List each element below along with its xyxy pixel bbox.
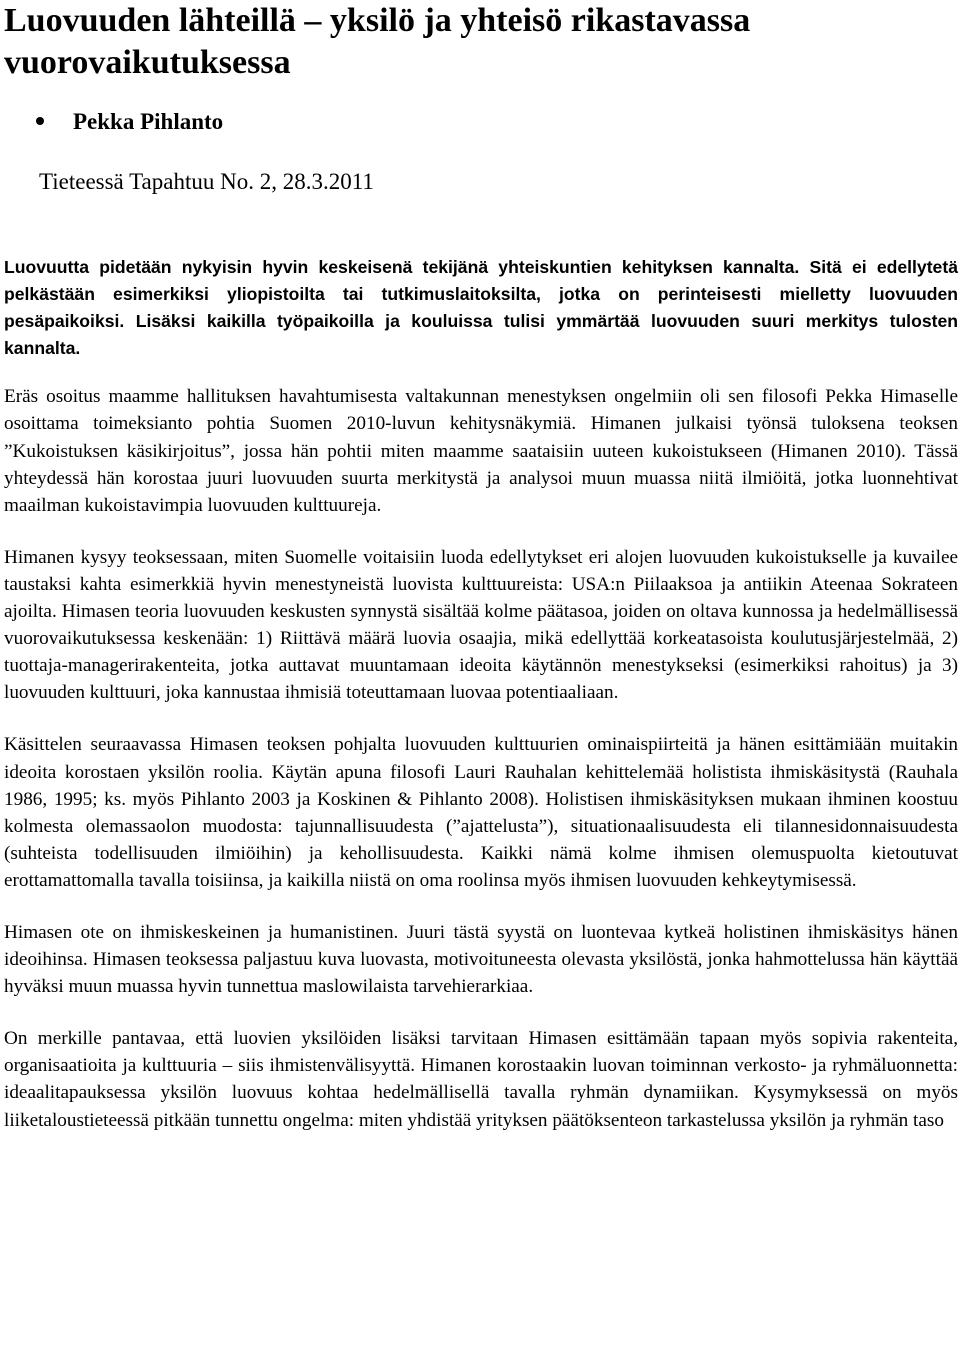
document-title: Luovuuden lähteillä – yksilö ja yhteisö rikastavassa vuorovaikutuksessa	[4, 2, 751, 81]
body-paragraph: Himasen ote on ihmiskeskeinen ja humanistinen. Juuri tästä syystä on luontevaa kytkeä holistinen ihmiskäsitys hänen ideoihinsa. Himasen teoksessa paljastuu kuva luovasta, motivoituneesta olevasta yksilöstä, jonka hahmottelussa hän käyttää hyväksi muun muassa hyvin tunnettua maslowilaista tarvehierarkiaa.	[4, 921, 958, 998]
bullet-icon	[36, 117, 44, 125]
publication-source: Tieteessä Tapahtuu No. 2, 28.3.2011	[39, 169, 374, 194]
author-item	[36, 108, 223, 136]
body-paragraph: Käsittelen seuraavassa Himasen teoksen pohjalta luovuuden kulttuurien ominaispiirteitä ja hänen esittämiään muitakin ideoita korostaen yksilön roolia. Käytän apuna filosofi Lauri Rauhalan kehittelemää holistista ihmiskäsitystä (Rauhala 1986, 1995; ks. myös Pihlanto 2003 ja Koskinen & Pihlanto 2008). Holistisen ihmiskäsityksen mukaan ihminen koostuu kolmesta olemassaolon muodosta: tajunnallisuudesta (”ajattelusta”), situationaalisuudesta eli tilannesidonnaisuudesta (suhteista todellisuuden ilmiöihin) ja kehollisuudesta. Kaikki nämä kolme ihmisen olemuspuolta kietoutuvat erottamattomalla tavalla toisiinsa, ja kaikilla niistä on oma roolinsa myös ihmisen luovuuden kehkeytymisessä.	[4, 734, 958, 891]
body-paragraph: On merkille pantavaa, että luovien yksilöiden lisäksi tarvitaan Himasen esittämään tapaan myös sopivia rakenteita, organisaatioita ja kulttuuria – siis ihmistenvälisyyttä. Himanen korostaakin luovan toiminnan verkosto- ja ryhmäluonnetta: ideaalitapauksessa yksilön luovuus kohtaa hedelmällisellä tavalla ryhmän dynamiikan. Kysymyksessä on myös liiketaloustieteessä pitkään tunnettu ongelma: miten yhdistää yrityksen päätöksenteon tarkastelussa yksilön ja ryhmän taso	[4, 1028, 958, 1131]
body-paragraph: Eräs osoitus maamme hallituksen havahtumisesta valtakunnan menestyksen ongelmiin oli sen filosofi Pekka Himaselle osoittama toimeksianto pohtia Suomen 2010-luvun kehitysnäkymiä. Himanen julkaisi työnsä tuloksena teoksen ”Kukoistuksen käsikirjoitus”, jossa hän pohtii miten maamme saataisiin uuteen kukoistukseen (Himanen 2010). Tässä yhteydessä hän korostaa juuri luovuuden suurta merkitystä ja analysoi muun muassa niitä ilmiöitä, jotka luonnehtivat maailman kukoistavimpia luovuuden kulttuureja.	[4, 386, 958, 516]
document-page	[4, 0, 958, 1131]
lead-paragraph: Luovuutta pidetään nykyisin hyvin keskeisenä tekijänä yhteiskuntien kehityksen kannalta. Sitä ei edellytetä pelkästään esimerkiksi yliopistoilta tai tutkimuslaitoksilta, jotka on perinteisesti mielletty luovuuden pesäpaikoiksi. Lisäksi kaikilla työpaikoilla ja kouluissa tulisi ymmärtää luovuuden suuri merkitys tulosten kannalta.	[4, 257, 958, 359]
body-paragraph: Himanen kysyy teoksessaan, miten Suomelle voitaisiin luoda edellytykset eri alojen luovuuden kukoistukselle ja kuvailee taustaksi kahta esimerkkiä hyvin menestyneistä luovista kulttuureista: USA:n Piilaaksoa ja antiikin Ateenaa Sokrateen ajoilta. Himasen teoria luovuuden keskusten synnystä sisältää kolme päätasoa, joiden on oltava kunnossa ja hedelmällisessä vuorovaikutuksessa keskenään: 1) Riittävä määrä luovia osaajia, mikä edellyttää korkeatasoista koulutusjärjestelmää, 2) tuottaja-managerirakenteita, jotka auttavat muuntamaan ideoita käytännön menestykseksi (esimerkiksi rahoitus) ja 3) luovuuden kulttuuri, joka kannustaa ihmisiä toteuttamaan luovaa potentiaaliaan.	[4, 546, 958, 704]
author-name: Pekka Pihlanto	[73, 109, 224, 134]
author-list	[36, 108, 223, 136]
article-body	[4, 254, 958, 1159]
